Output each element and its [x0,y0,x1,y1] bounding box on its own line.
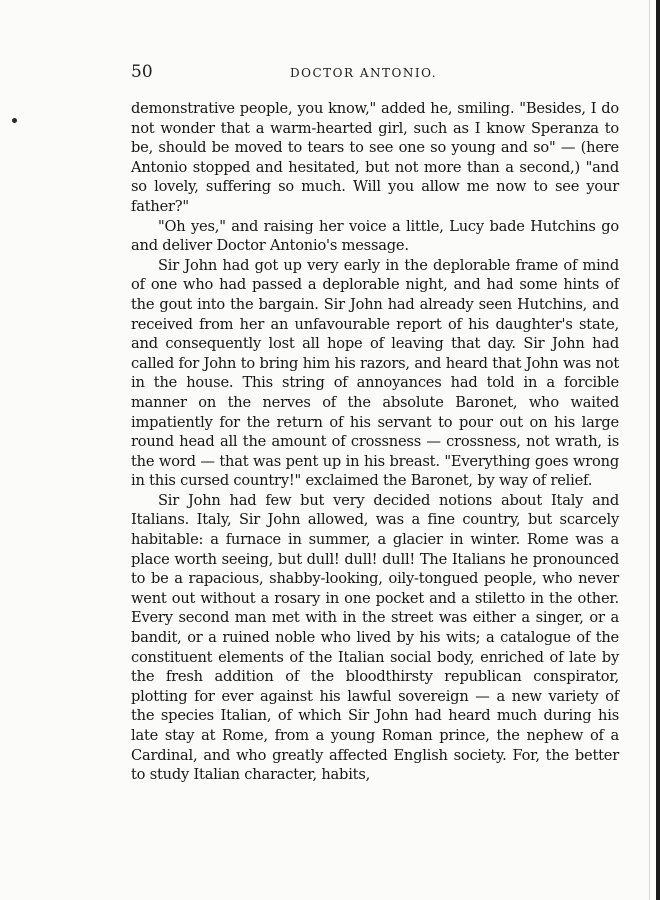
paragraph-sir-john-morning: Sir John had got up very early in the deplorable frame of mind of one who had passed a deplorable night, and had some hints of the gout into the bargain. Sir John had already seen Hutchins, and received from her an unfavourable report of his daughter's state, and consequently lost all hope of leaving that day. Sir John had called for John to bring him his razors, and heard that John was not in the house. This string of annoyances had told in a forcible manner on the nerves of the absolute Baronet, who waited impatiently for the return of his servant to pour out on his large round head all the amount of crossness — crossness, not wrath, is the word — that was pent up in his breast. "Everything goes wrong in this cursed country!" exclaimed the Baronet, by way of relief. [131,256,619,490]
margin-ink-spot [12,118,17,123]
running-head: DOCTOR ANTONIO. [290,66,438,80]
paragraph-italy-notions: Sir John had few but very decided notions about Italy and Italians. Italy, Sir John allowed, was a fine country, but scarcely habitable: a furnace in summer, a glacier in winter. Rome was a place worth seeing, but dull! dull! dull! The Italians he pronounced to be a rapacious, shabby-looking, oily-tongued people, who never went out without a rosary in one pocket and a stiletto in the other. Every second man met with in the street was either a singer, or a bandit, or a ruined noble who lived by his wits; a catalogue of the constituent elements of the Italian social body, enriched of late by the fresh addition of the bloodthirsty republican conspirator, plotting for ever against his lawful sovereign — a new variety of the species Italian, of which Sir John had heard much during his late stay at Rome, from a young Roman prince, the nephew of a Cardinal, and who greatly affected English society. For, the better to study Italian character, habits, [131,491,619,784]
page-number: 50 [131,62,153,82]
paragraph-lucy-reply: "Oh yes," and raising her voice a little, Lucy bade Hutchins go and deliver Doctor Antonio's message. [131,217,619,255]
paragraph-continuation: demonstrative people, you know," added he, smiling. "Besides, I do not wonder that a warm-hearted girl, such as I know Speranza to be, should be moved to tears to see one so young and so" — (here Antonio stopped and hesitated, but not more than a second,) "and so lovely, suffering so much. Will you allow me now to see your father?" [131,100,619,215]
page-edge-shadow [656,0,660,900]
page-edge-line [649,0,650,900]
body-text [131,99,619,785]
